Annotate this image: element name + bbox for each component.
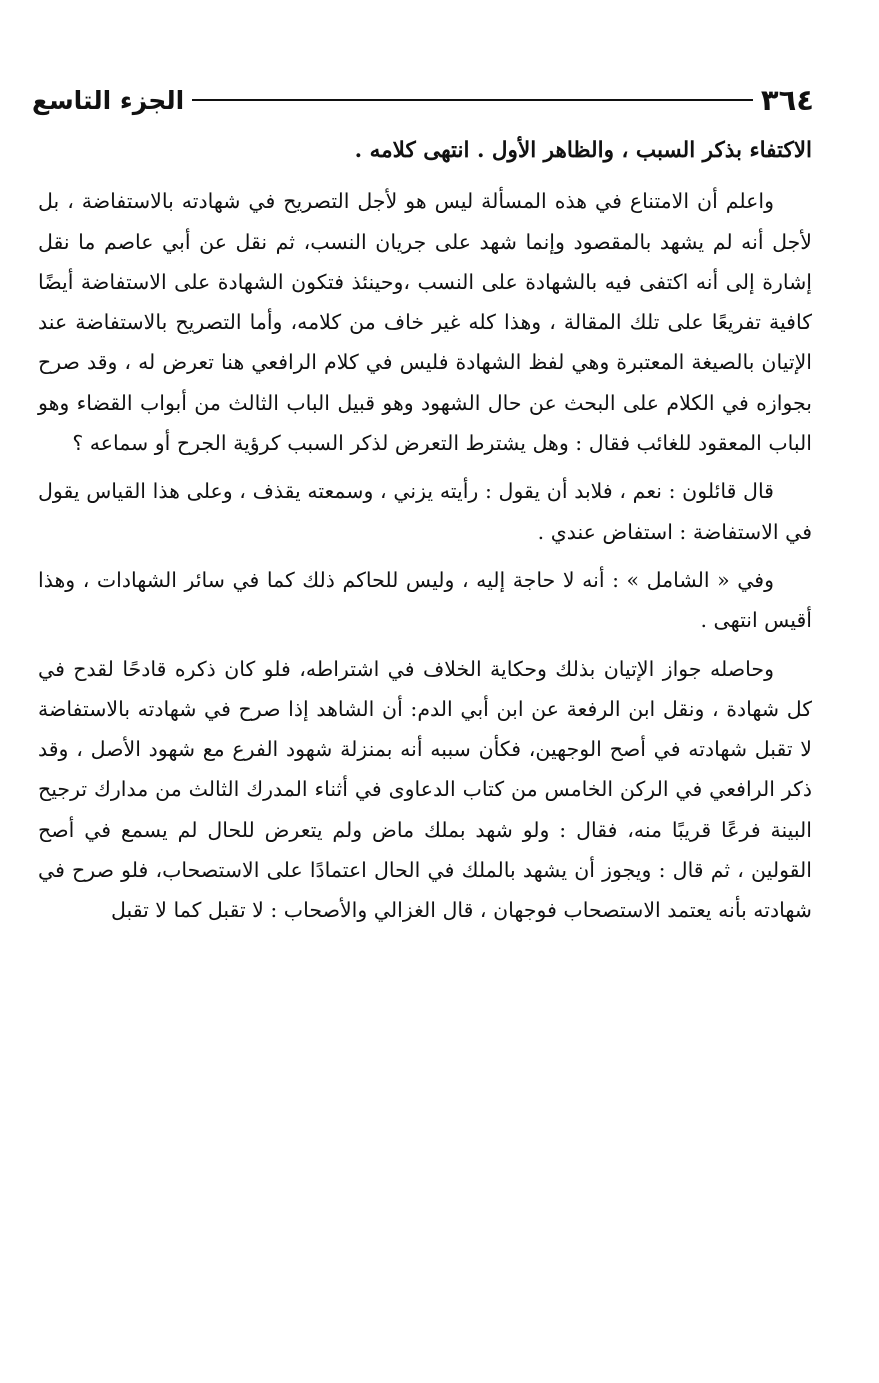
- body-text: [38, 131, 812, 939]
- paragraph: الاكتفاء بذكر السبب ، والظاهر الأول . انتهى كلامه .: [354, 138, 812, 163]
- page-header: [32, 78, 814, 122]
- paragraph: واعلم أن الامتناع في هذه المسألة ليس هو لأجل التصريح في شهادته بالاستفاضة ، بل لأجل أنه لم يشهد بالمقصود وإنما شهد على جريان النسب، ثم نقل عن أبي عاصم ما نقل إشارة إلى أنه اكتفى فيه بالشهادة على النسب ،وحينئذ فتكون الشهادة على الاستفاضة أيضًا كافية تفريعًا على تلك المقالة ، وهذا كله غير خاف من كلامه، وأما التصريح بالاستفاضة عند الإتيان بالصيغة المعتبرة وهي لفظ الشهادة فليس في كلام الرافعي هنا تعرض له ، وقد صرح بجوازه في الكلام على البحث عن حال الشهود وهو قبيل الباب الثالث من أبواب القضاء وهو الباب المعقود للغائب فقال : وهل يشترط التعرض لذكر السبب كرؤية الجرح أو سماعه ؟: [38, 189, 812, 456]
- paragraph: وحاصله جواز الإتيان بذلك وحكاية الخلاف في اشتراطه، فلو كان ذكره قادحًا لقدح في كل شهادة ، ونقل ابن الرفعة عن ابن أبي الدم: أن الشاهد إذا صرح في شهادته بالاستفاضة لا تقبل شهادته في أصح الوجهين، فكأن سببه أنه بمنزلة شهود الفرع مع شهود الأصل ، وقد ذكر الرافعي في الركن الخامس من كتاب الدعاوى في أثناء المدرك الثالث من مدارك ترجيح البينة فرعًا قريبًا منه، فقال : ولو شهد بملك ماض ولم يتعرض للحال لم يسمع في أصح القولين ، ثم قال : ويجوز أن يشهد بالملك في الحال اعتمادًا على الاستصحاب، فلو صرح في شهادته بأنه يعتمد الاستصحاب فوجهان ، قال الغزالي والأصحاب : لا تقبل كما لا تقبل: [38, 656, 812, 923]
- volume-title: الجزء التاسع: [32, 85, 185, 115]
- page-number: ٣٦٤: [760, 83, 814, 117]
- paragraph: قال قائلون : نعم ، فلابد أن يقول : رأيته يزني ، وسمعته يقذف ، وعلى هذا القياس يقول في الاستفاضة : استفاض عندي .: [38, 479, 812, 544]
- header-rule: [192, 99, 753, 101]
- paragraph: وفي « الشامل » : أنه لا حاجة إليه ، وليس للحاكم ذلك كما في سائر الشهادات ، وهذا أقيس انتهى .: [38, 567, 812, 633]
